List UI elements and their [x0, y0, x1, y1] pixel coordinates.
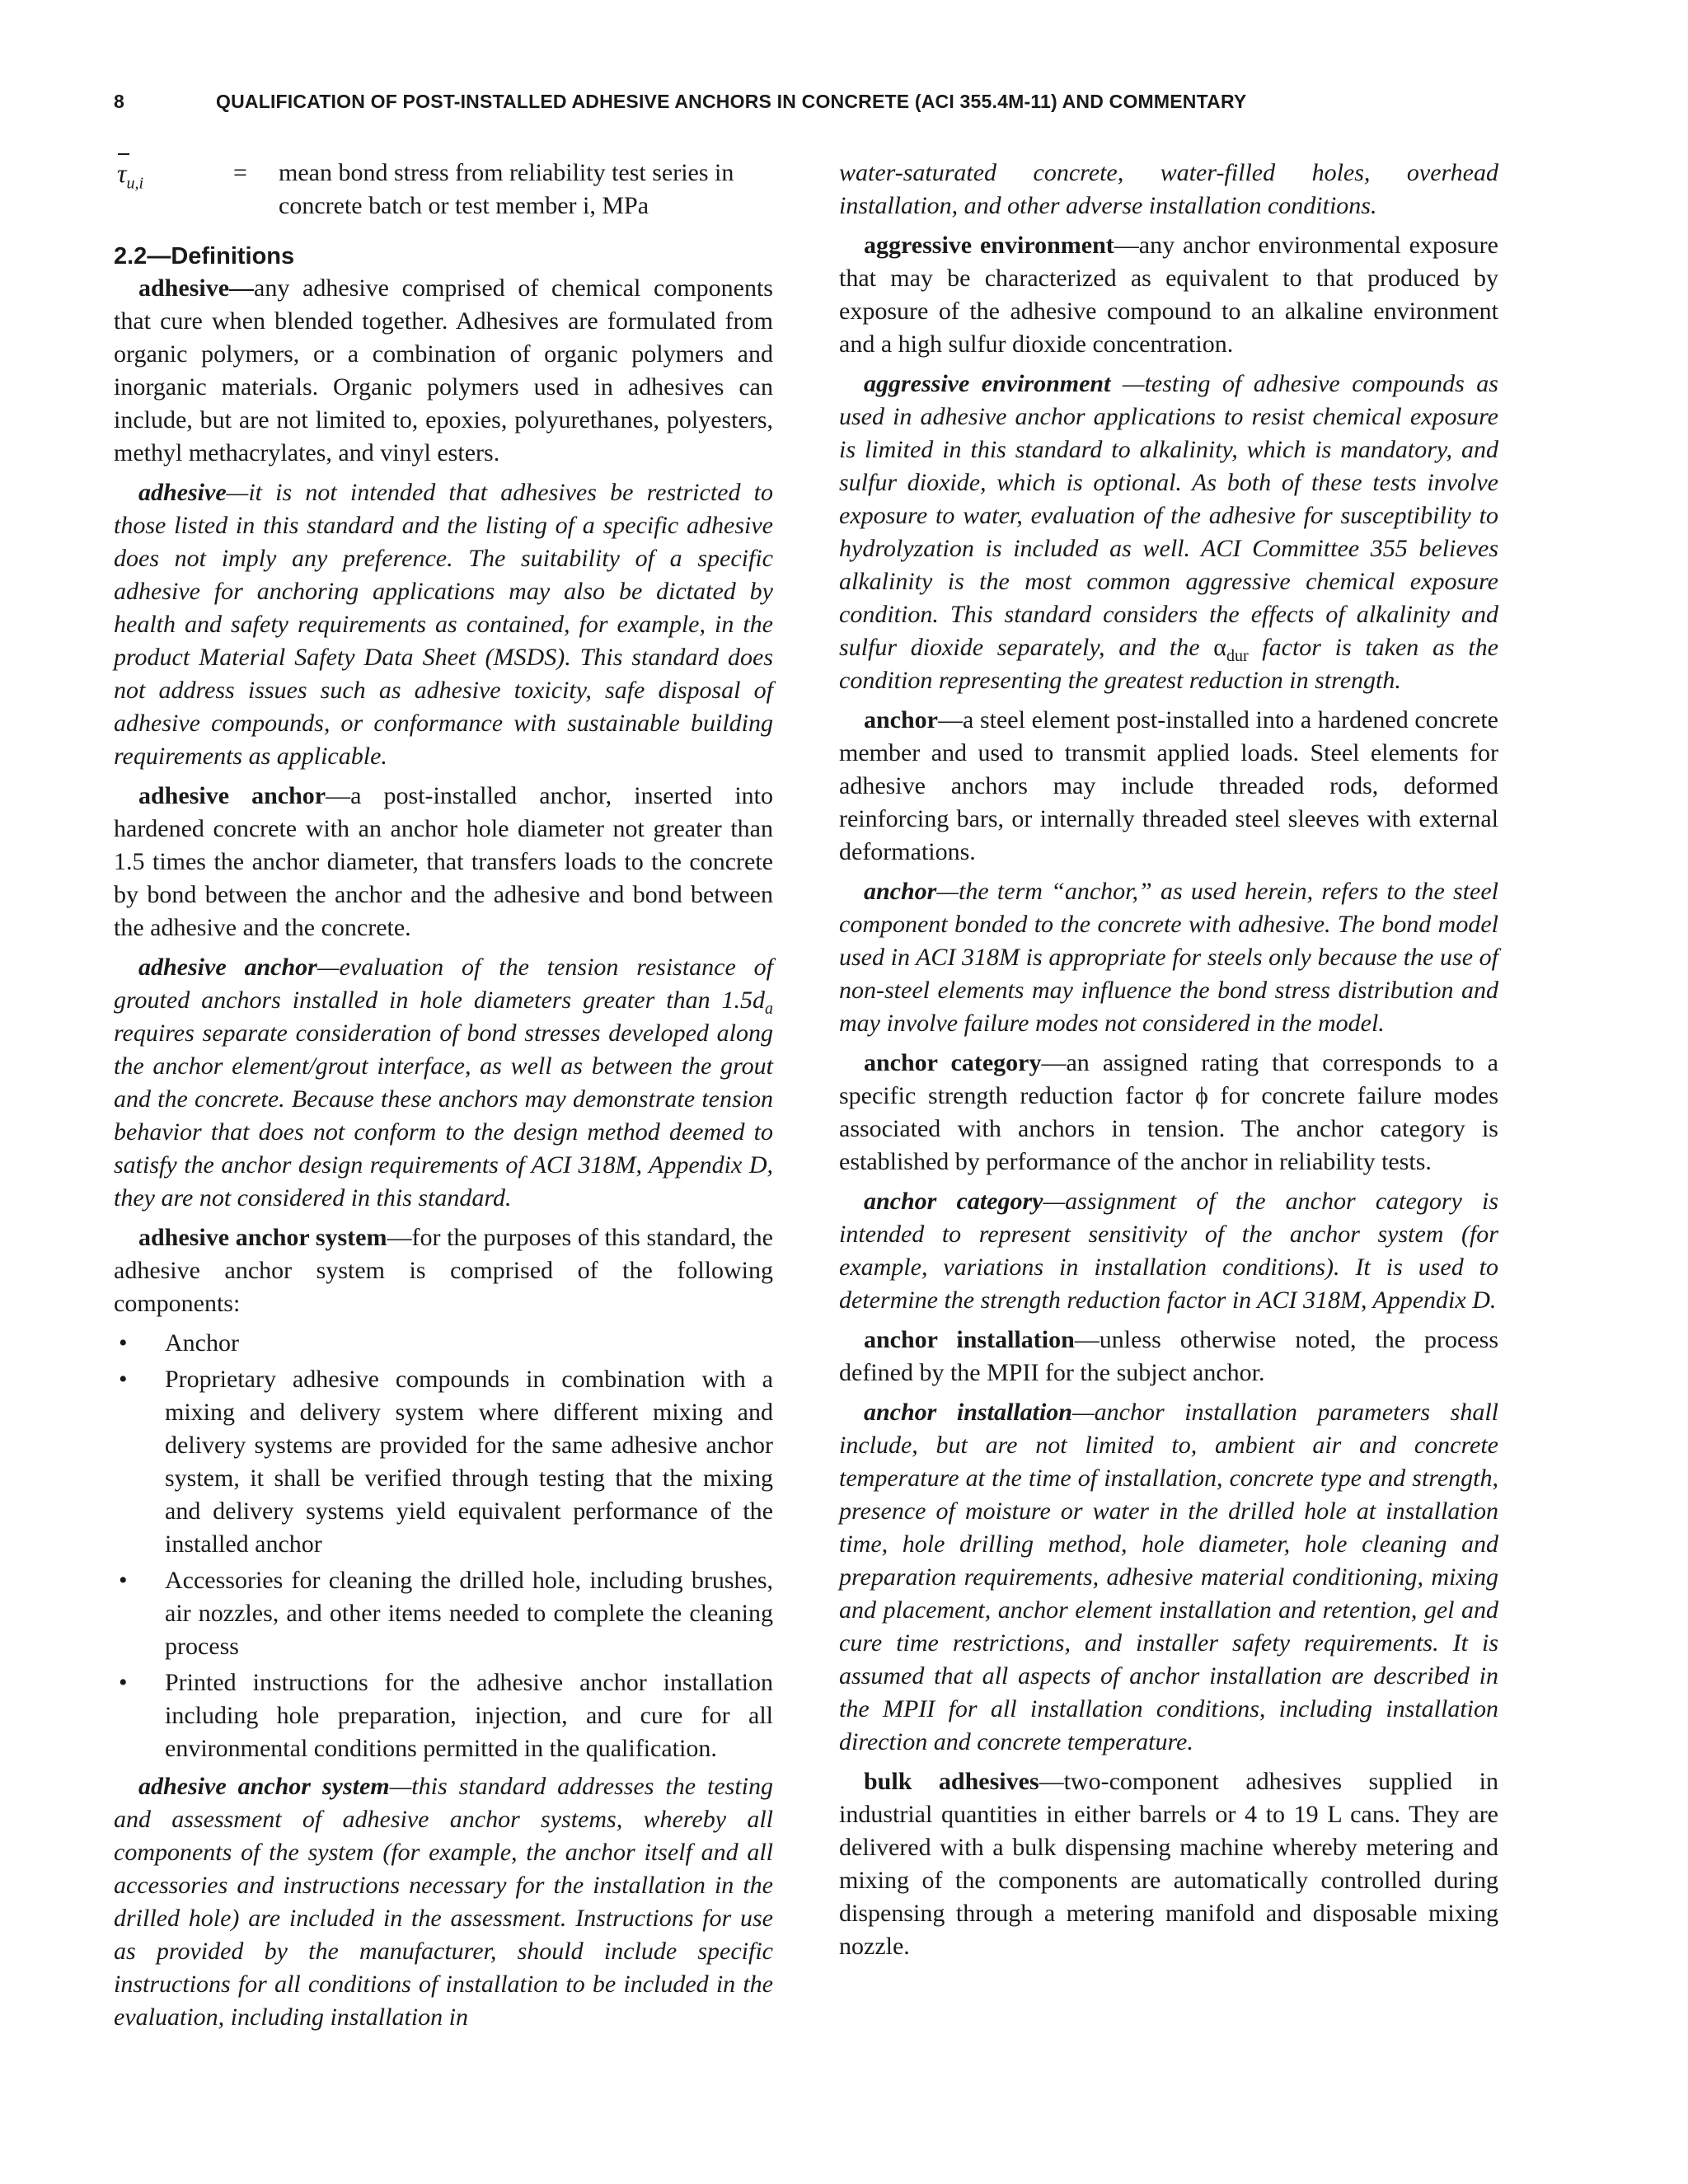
commentary-anchor-category: anchor category—assignment of the anchor category is intended to represent sensitivity of the anchor system (for example, variations in installation conditions). It is used to determine the strength reduction factor in ACI 318M, Appendix D.: [839, 1188, 1498, 1314]
commentary-adhesive: adhesive—it is not intended that adhesives be restricted to those listed in this standard and the listing of a specific adhesive does not imply any preference. The suitability of a specific adhesive for anchoring applications may also be dictated by health and safety requirements as contained, for example, in the product Material Safety Data Sheet (MSDS). This standard does not address issues such as adhesive toxicity, safe disposal of adhesive compounds, or conformance with sustainable building requirements as applicable.: [114, 479, 773, 770]
notation-entry: [114, 157, 773, 223]
right-column: [839, 157, 1498, 1970]
notation-definition: mean bond stress from reliability test series in concrete batch or test member i, MPa: [279, 159, 734, 219]
page-number: 8: [114, 91, 124, 112]
definition-aggressive-environment: aggressive environment—any anchor environmental exposure that may be characterized as equivalent to that produced by exposure of the adhesive compound to an alkaline environment and a high sulfur dioxide concentration.: [839, 232, 1498, 358]
notation-equals: =: [233, 159, 247, 186]
bullet-icon: •: [119, 1669, 128, 1696]
commentary-aggressive-environment: aggressive environment —testing of adhesive compounds as used in adhesive anchor applications to resist chemical exposure is limited in this standard to alkalinity, which is mandatory, and sulfur dioxide, which is optional. As both of these tests involve exposure to water, evaluation of the adhesive for susceptibility to hydrolyzation is included as well. ACI Committee 355 believes alkalinity is the most common aggressive chemical exposure condition. This standard considers the effects of alkalinity and sulfur dioxide separately, and the $\alpha_{dur}$ factor is taken as the condition representing the greatest reduction in strength.: [839, 370, 1499, 694]
left-column: [114, 157, 773, 2041]
running-title: QUALIFICATION OF POST-INSTALLED ADHESIVE ANCHORS IN CONCRETE (ACI 355.4M-11) AND COMMENTARY: [216, 91, 1247, 112]
list-item: • Proprietary adhesive compounds in combination with a mixing and delivery system where different mixing and delivery systems are provided for the same adhesive anchor system, it shall be verified through testing that the mixing and delivery systems yield equivalent performance of the installed anchor: [114, 1363, 773, 1561]
commentary-adhesive-anchor-system: adhesive anchor system—this standard addresses the testing and assessment of adhesive anchor systems, whereby all components of the system (for example, the anchor itself and all accessories and instructions necessary for the installation in the drilled hole) are included in the assessment. Instructions for use as provided by the manufacturer, should include specific instructions for all conditions of installation to be included in the evaluation, including installation in: [114, 1773, 774, 2031]
definition-adhesive-anchor: adhesive anchor—a post-installed anchor, inserted into hardened concrete with an anchor hole diameter not greater than 1.5 times the anchor diameter, that transfers loads to the concrete by bond between the anchor and the adhesive and bond between the adhesive and the concrete.: [114, 782, 773, 941]
definition-anchor-installation: anchor installation—unless otherwise noted, the process defined by the MPII for the subject anchor.: [839, 1326, 1498, 1386]
bullet-icon: •: [119, 1329, 128, 1357]
list-item: • Anchor: [114, 1327, 773, 1360]
list-item: • Printed instructions for the adhesive anchor installation including hole preparation, injection, and cure for all environmental conditions permitted in the qualification.: [114, 1666, 773, 1765]
list-item: • Accessories for cleaning the drilled hole, including brushes, air nozzles, and other items needed to complete the cleaning process: [114, 1564, 773, 1663]
definition-adhesive: adhesive—any adhesive comprised of chemical components that cure when blended together. Adhesives are formulated from organic polymers, or a combination of organic polymers and inorganic materials. Organic polymers used in adhesives can include, but are not limited to, epoxies, polyurethanes, polyesters, methyl methacrylates, and vinyl esters.: [114, 274, 773, 466]
commentary-anchor-installation: anchor installation—anchor installation parameters shall include, but are not limited to, ambient air and concrete temperature at the time of installation, concrete type and strength, presence of moisture or water in the drilled hole at installation time, hole drilling method, hole diameter, hole cleaning and preparation requirements, adhesive material conditioning, mixing and placement, anchor element installation and retention, gel and cure time restrictions, and installer safety requirements. It is assumed that all aspects of anchor installation are described in the MPII for all installation conditions, including installation direction and concrete temperature.: [839, 1399, 1498, 1755]
component-list: [114, 1327, 773, 1765]
definition-anchor: anchor—a steel element post-installed into a hardened concrete member and used to transmit applied loads. Steel elements for adhesive anchors may include threaded rods, deformed reinforcing bars, or internally threaded steel sleeves with external deformations.: [839, 706, 1498, 865]
definition-anchor-category: anchor category—an assigned rating that corresponds to a specific strength reduction factor ϕ for concrete failure modes associated with anchors in tension. The anchor category is established by performance of the anchor in reliability tests.: [839, 1049, 1498, 1175]
definition-adhesive-anchor-system: adhesive anchor system—for the purposes of this standard, the adhesive anchor system is comprised of the following components:: [114, 1224, 773, 1317]
definition-bulk-adhesives: bulk adhesives—two-component adhesives supplied in industrial quantities in either barrels or 4 to 19 L cans. They are delivered with a bulk dispensing machine whereby metering and mixing of the components are automatically controlled during dispensing through a metering manifold and disposable mixing nozzle.: [839, 1768, 1498, 1960]
notation-symbol: $\tau_{u,i}$: [117, 157, 143, 190]
bullet-icon: •: [119, 1366, 128, 1393]
commentary-adhesive-anchor: adhesive anchor—evaluation of the tension resistance of grouted anchors installed in hole diameters greater than $1.5d_a$ requires separate consideration of bond stresses developed along the anchor element/grout interface, as well as between the grout and the concrete. Because these anchors may demonstrate tension behavior that does not conform to the design method deemed to satisfy the anchor design requirements of ACI 318M, Appendix D, they are not considered in this standard.: [114, 954, 774, 1212]
section-heading: 2.2—Definitions: [114, 243, 295, 269]
commentary-continuation: water-saturated concrete, water-filled holes, overhead installation, and other adverse installation conditions.: [839, 159, 1498, 219]
commentary-anchor: anchor—the term “anchor,” as used herein, refers to the steel component bonded to the concrete with adhesive. The bond model used in ACI 318M is appropriate for steels only because the use of non-steel elements may influence the bond stress distribution and may involve failure modes not considered in the model.: [839, 878, 1498, 1037]
bullet-icon: •: [119, 1567, 128, 1594]
